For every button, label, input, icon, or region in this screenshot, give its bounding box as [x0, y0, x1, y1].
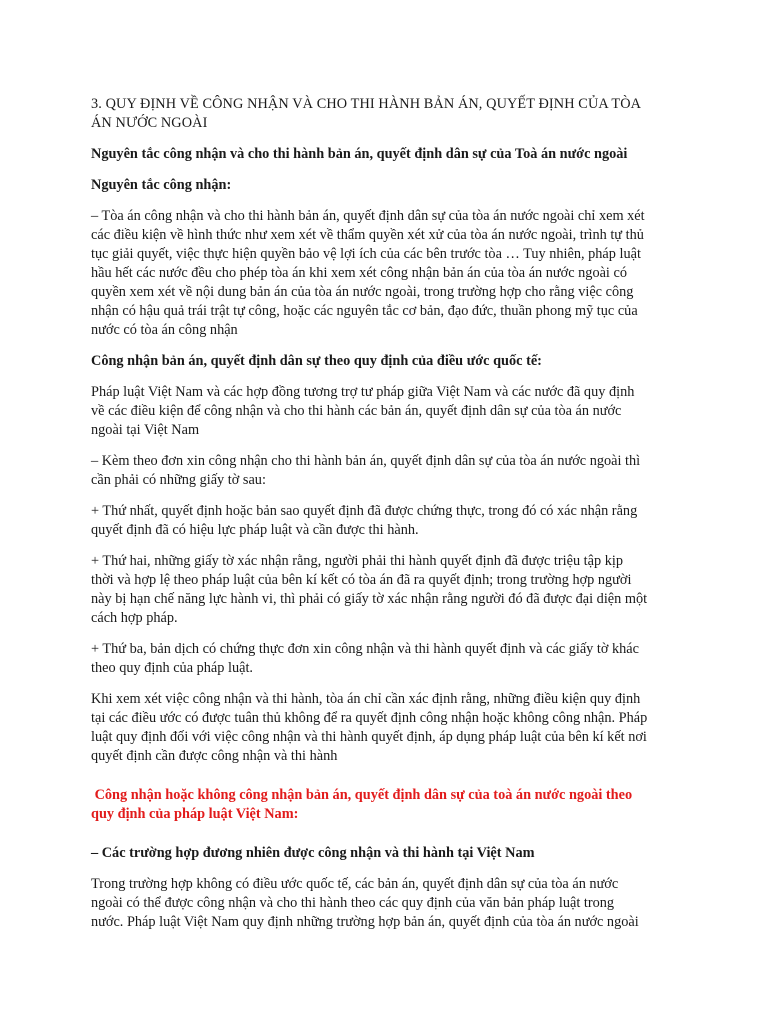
- recognition-principle-heading: [91, 176, 691, 195]
- text-line: Công nhận hoặc không công nhận bản án, quyết định dân sự của toà án nước ngoài theo: [91, 787, 633, 803]
- text-line: luật quy định đối với việc công nhận và thi hành quyết định, áp dụng pháp luật của bên kí kết nơi: [91, 729, 647, 745]
- text-line: này bị hạn chế năng lực hành vi, thì phải có giấy tờ xác nhận rằng người đó đã được đại diện một: [91, 591, 648, 607]
- text-line: cách hợp pháp.: [91, 610, 178, 626]
- text-line: Nguyên tắc công nhận và cho thi hành bản án, quyết định dân sự của Toà án nước ngoài: [91, 146, 628, 162]
- text-line: ÁN NƯỚC NGOÀI: [91, 115, 208, 131]
- auto-recognition-heading: [91, 844, 691, 863]
- item-third-paragraph: [91, 640, 691, 678]
- text-line: theo quy định của pháp luật.: [91, 660, 253, 676]
- text-line: + Thứ nhất, quyết định hoặc bản sao quyết định đã được chứng thực, trong đó có xác nhận rằng: [91, 503, 638, 519]
- review-paragraph: [91, 690, 691, 766]
- text-line: ngoài có thể được công nhận và cho thi hành theo các quy định của văn bản pháp luật trong: [91, 895, 615, 911]
- text-line: – Kèm theo đơn xin công nhận cho thi hành bản án, quyết định dân sự của tòa án nước ngoài thì: [91, 453, 641, 469]
- document-content: [91, 95, 691, 944]
- item-first-paragraph: [91, 502, 691, 540]
- text-line: Trong trường hợp không có điều ước quốc tế, các bản án, quyết định dân sự của tòa án nước: [91, 876, 619, 892]
- text-line: – Các trường hợp đương nhiên được công nhận và thi hành tại Việt Nam: [91, 845, 535, 861]
- text-line: Pháp luật Việt Nam và các hợp đồng tương trợ tư pháp giữa Việt Nam và các nước đã quy định: [91, 384, 635, 400]
- text-line: nhận có hậu quả trái trật tự công, hoặc các nguyên tắc cơ bản, đạo đức, thuần phong mỹ tục của: [91, 303, 638, 319]
- text-line: ngoài tại Việt Nam: [91, 422, 200, 438]
- text-line: – Tòa án công nhận và cho thi hành bản án, quyết định dân sự của tòa án nước ngoài chỉ xem xét: [91, 208, 645, 224]
- text-line: nước. Pháp luật Việt Nam quy định những trường hợp bản án, quyết định của tòa án nước ngoài: [91, 914, 639, 930]
- text-line: hầu hết các nước đều cho phép tòa án khi xem xét công nhận bản án của tòa án nước ngoài có: [91, 265, 627, 281]
- principle-heading: [91, 145, 691, 164]
- text-line: 3. QUY ĐỊNH VỀ CÔNG NHẬN VÀ CHO THI HÀNH BẢN ÁN, QUYẾT ĐỊNH CỦA TÒA: [91, 96, 642, 112]
- text-line: cần phải có những giấy tờ sau:: [91, 472, 266, 488]
- treaty-paragraph: [91, 383, 691, 440]
- text-line: quyết định cần được công nhận và thi hành: [91, 748, 338, 764]
- recognition-principle-paragraph: [91, 207, 691, 340]
- text-line: quyết định đã có hiệu lực pháp luật và cần được thi hành.: [91, 522, 419, 538]
- text-line: nước có tòa án công nhận: [91, 322, 238, 338]
- item-second-paragraph: [91, 552, 691, 628]
- text-line: quyền xem xét về nội dung bản án của tòa án nước ngoài, trong trường hợp cho rằng việc công: [91, 284, 634, 300]
- attachments-intro-paragraph: [91, 452, 691, 490]
- text-line: tục giải quyết, việc thực hiện quyền bảo vệ lợi ích của các bên trước tòa … Tuy nhiên, pháp luật: [91, 246, 641, 262]
- text-line: Công nhận bản án, quyết định dân sự theo quy định của điều ước quốc tế:: [91, 353, 542, 369]
- treaty-heading: [91, 352, 691, 371]
- text-line: về các điều kiện để công nhận và cho thi hành các bản án, quyết định dân sự của tòa án nước: [91, 403, 622, 419]
- text-line: Khi xem xét việc công nhận và thi hành, tòa án chỉ cần xác định rằng, những điều kiện quy định: [91, 691, 641, 707]
- section-heading: [91, 95, 691, 133]
- text-line: Nguyên tắc công nhận:: [91, 177, 232, 193]
- text-line: + Thứ ba, bản dịch có chứng thực đơn xin công nhận và thi hành quyết định và các giấy tờ khác: [91, 641, 640, 657]
- text-line: tại các điều ước có được tuân thủ không để ra quyết định công nhận hoặc không công nhận. Pháp: [91, 710, 648, 726]
- text-line: + Thứ hai, những giấy tờ xác nhận rằng, người phải thi hành quyết định đã được triệu tập kịp: [91, 553, 623, 569]
- auto-recognition-paragraph: [91, 875, 691, 932]
- vietnam-law-heading: [91, 786, 691, 824]
- text-line: các điều kiện về hình thức như xem xét về thẩm quyền xét xử của tòa án nước ngoài, trình tự thủ: [91, 227, 644, 243]
- text-line: thời và hợp lệ theo pháp luật của bên kí kết có tòa án đã ra quyết định; trong trường hợp người: [91, 572, 632, 588]
- text-line: quy định của pháp luật Việt Nam:: [91, 806, 299, 822]
